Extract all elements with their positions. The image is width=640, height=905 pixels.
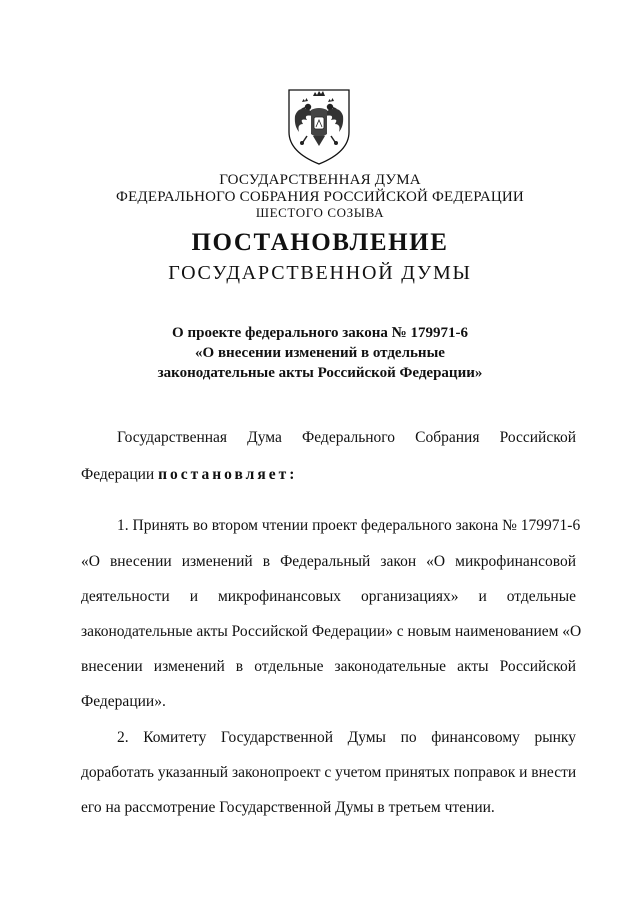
- paragraph-1-line: деятельности и микрофинансовых организациях» и отдельные: [81, 588, 576, 605]
- paragraph-1-line: внесении изменений в отдельные законодательные акты Российской: [81, 658, 576, 675]
- header-line-1: ГОСУДАРСТВЕННАЯ ДУМА: [219, 172, 421, 188]
- document-type-title: ПОСТАНОВЛЕНИЕ: [191, 229, 449, 256]
- paragraph-2-line: доработать указанный законопроект с учетом принятых поправок и внести: [81, 764, 577, 781]
- paragraph-1-line: «О внесении изменений в Федеральный закон «О микрофинансовой: [81, 553, 576, 570]
- resolution-title-line: законодательные акты Российской Федерации»: [157, 365, 483, 381]
- header-line-2: ФЕДЕРАЛЬНОГО СОБРАНИЯ РОССИЙСКОЙ ФЕДЕРАЦИИ: [116, 189, 524, 205]
- coat-of-arms-emblem: [283, 86, 355, 166]
- resolution-title-line: О проекте федерального закона № 179971-6: [172, 325, 468, 341]
- paragraph-1-line: законодательные акты Российской Федерации» с новым наименованием «О: [81, 623, 582, 640]
- paragraph-1-line: Федерации».: [81, 693, 166, 710]
- paragraph-2-line: его на рассмотрение Государственной Думы в третьем чтении.: [81, 799, 495, 816]
- document-type-subtitle: ГОСУДАРСТВЕННОЙ ДУМЫ: [168, 262, 472, 284]
- decree-verb: постановляет:: [158, 466, 298, 483]
- resolution-title-line: «О внесении изменений в отдельные: [195, 345, 445, 361]
- header-line-3: ШЕСТОГО СОЗЫВА: [255, 205, 385, 220]
- paragraph-1-line: 1. Принять во втором чтении проект федерального закона № 179971-6: [117, 517, 581, 534]
- paragraph-2-line: 2. Комитету Государственной Думы по финансовому рынку: [117, 729, 576, 746]
- preamble-line-1: Государственная Дума Федерального Собрания Российской: [117, 429, 576, 446]
- preamble-line-2: [81, 465, 576, 485]
- resolution-title: [0, 323, 640, 383]
- preamble-text: Федерации: [81, 466, 159, 483]
